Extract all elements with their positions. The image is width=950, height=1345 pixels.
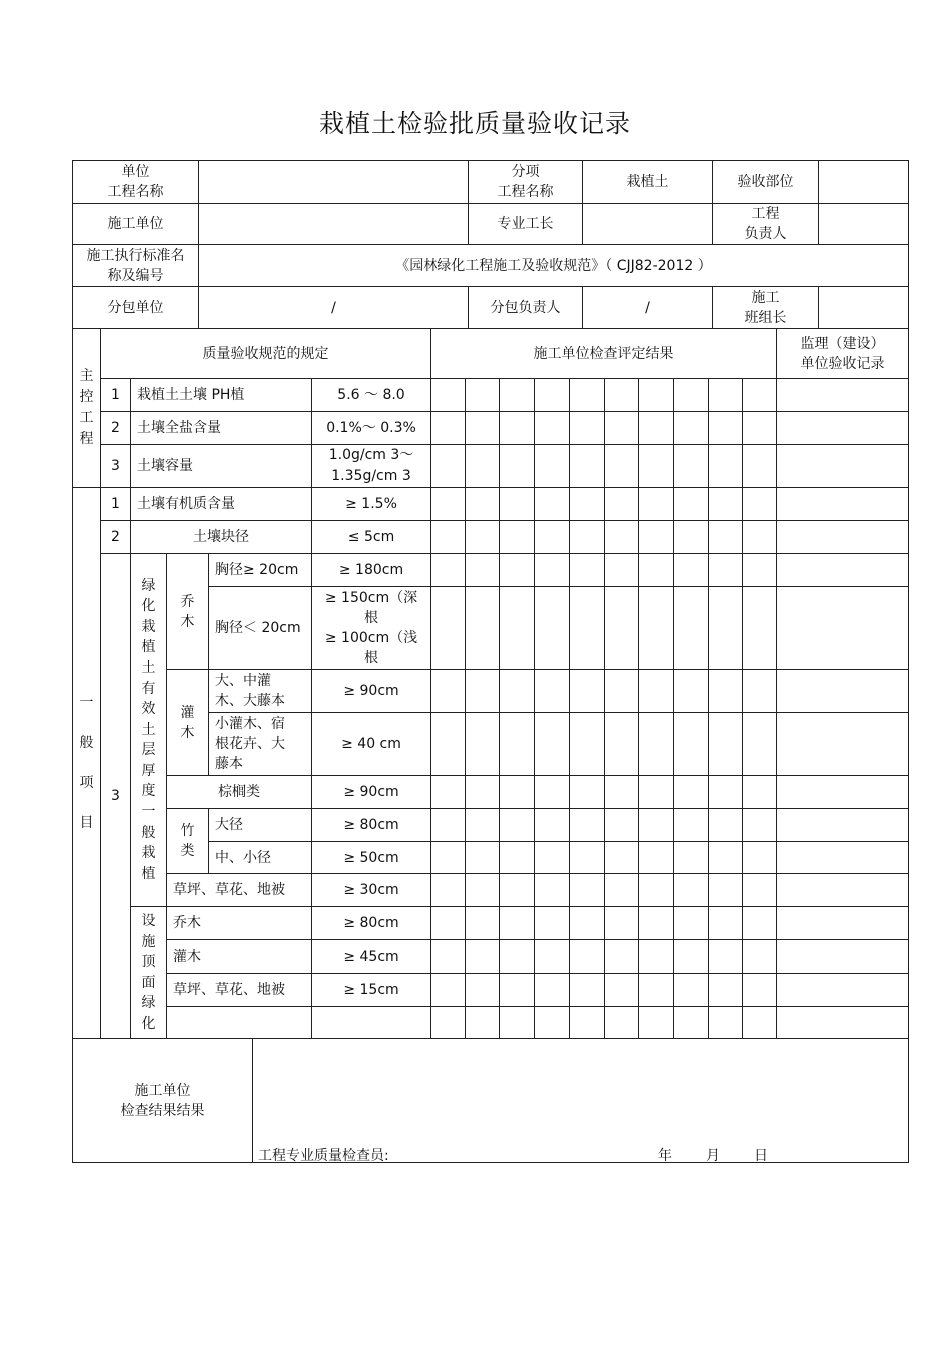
check-box[interactable]: [569, 520, 604, 553]
check-box[interactable]: [534, 906, 569, 939]
check-box[interactable]: [430, 906, 465, 939]
check-box[interactable]: [638, 586, 673, 669]
check-box[interactable]: [742, 973, 776, 1006]
check-box[interactable]: [430, 1006, 465, 1038]
team-leader-value[interactable]: [818, 286, 909, 328]
check-box[interactable]: [465, 841, 499, 873]
check-box[interactable]: [604, 939, 638, 973]
item-name: 土壤块径: [130, 520, 311, 553]
subitem-value: ≥ 80cm: [311, 906, 430, 939]
check-box[interactable]: [499, 411, 534, 444]
check-box[interactable]: [465, 808, 499, 841]
bamboo-label-text: 竹 类: [180, 823, 195, 859]
supervision-record[interactable]: [776, 520, 909, 553]
check-box[interactable]: [569, 586, 604, 669]
shrub-label-text: 灌 木: [180, 704, 195, 741]
check-box[interactable]: [708, 444, 742, 487]
check-box[interactable]: [430, 378, 465, 411]
check-box[interactable]: [742, 873, 776, 906]
check-box[interactable]: [499, 873, 534, 906]
check-box[interactable]: [673, 973, 708, 1006]
check-box[interactable]: [430, 808, 465, 841]
subitem-name: [208, 669, 311, 712]
general-items-label: [72, 487, 100, 1038]
check-box[interactable]: [569, 444, 604, 487]
subitem-value: [311, 586, 430, 669]
year-label: 年: [658, 1148, 672, 1164]
check-box[interactable]: [499, 712, 534, 775]
check-box[interactable]: [604, 669, 638, 712]
item-number: 2: [100, 411, 130, 444]
check-box[interactable]: [742, 775, 776, 808]
check-box[interactable]: [430, 775, 465, 808]
check-box[interactable]: [638, 669, 673, 712]
supervision-record[interactable]: [776, 378, 909, 411]
check-box[interactable]: [430, 553, 465, 586]
check-box[interactable]: [638, 973, 673, 1006]
check-box[interactable]: [534, 444, 569, 487]
check-box[interactable]: [708, 906, 742, 939]
item-value: [311, 444, 430, 487]
check-box[interactable]: [569, 906, 604, 939]
check-box[interactable]: [534, 841, 569, 873]
subcontractor-label: 分包单位: [72, 286, 198, 328]
subitem-name-text: 小灌木、宿 根花卉、大 藤本: [215, 716, 285, 772]
check-box[interactable]: [465, 669, 499, 712]
team-leader-label-text: 施工 班组长: [744, 289, 787, 326]
supervision-record[interactable]: [776, 873, 909, 906]
check-box[interactable]: [742, 586, 776, 669]
subitem-name: 草坪、草花、地被: [166, 873, 311, 906]
check-box[interactable]: [465, 873, 499, 906]
check-box[interactable]: [534, 553, 569, 586]
check-box[interactable]: [638, 808, 673, 841]
check-box[interactable]: [569, 841, 604, 873]
check-box[interactable]: [430, 520, 465, 553]
check-box[interactable]: [673, 444, 708, 487]
check-box[interactable]: [604, 841, 638, 873]
subcontractor-value: /: [198, 286, 468, 328]
check-box[interactable]: [604, 553, 638, 586]
check-box[interactable]: [534, 775, 569, 808]
check-box[interactable]: [499, 444, 534, 487]
check-box[interactable]: [569, 873, 604, 906]
check-box[interactable]: [708, 841, 742, 873]
item-name: 栽植土土壤 PH植: [130, 378, 311, 411]
check-box[interactable]: [569, 939, 604, 973]
check-box[interactable]: [569, 487, 604, 520]
check-box[interactable]: [499, 939, 534, 973]
item-value: ≤ 5cm: [311, 520, 430, 553]
check-box[interactable]: [465, 553, 499, 586]
item-value-text: 5.6 ～ 8.0: [337, 386, 405, 403]
check-box[interactable]: [534, 808, 569, 841]
check-box[interactable]: [604, 487, 638, 520]
check-box[interactable]: [430, 444, 465, 487]
check-box[interactable]: [638, 553, 673, 586]
check-box[interactable]: [430, 487, 465, 520]
supervision-record[interactable]: [776, 973, 909, 1006]
subitem-name: 棕榈类: [166, 775, 311, 808]
supervision-record[interactable]: [776, 939, 909, 973]
check-box[interactable]: [499, 808, 534, 841]
check-box[interactable]: [673, 669, 708, 712]
greening-soil-label: [130, 553, 166, 906]
subitem-value-text: ≥ 180cm: [338, 562, 404, 578]
check-box[interactable]: [742, 669, 776, 712]
check-box[interactable]: [534, 520, 569, 553]
check-box[interactable]: [604, 808, 638, 841]
check-box[interactable]: [673, 553, 708, 586]
check-box[interactable]: [499, 487, 534, 520]
check-box[interactable]: [465, 487, 499, 520]
check-box[interactable]: [604, 586, 638, 669]
unit-project-name-label: [72, 160, 198, 203]
supervision-record[interactable]: [776, 444, 909, 487]
check-box[interactable]: [638, 841, 673, 873]
check-box[interactable]: [465, 939, 499, 973]
check-box[interactable]: [430, 873, 465, 906]
check-box[interactable]: [708, 520, 742, 553]
shrub-label: [166, 669, 208, 775]
check-box[interactable]: [499, 1006, 534, 1038]
check-box[interactable]: [465, 906, 499, 939]
check-box[interactable]: [708, 873, 742, 906]
subitem-value: ≥ 80cm: [311, 808, 430, 841]
check-box[interactable]: [604, 1006, 638, 1038]
check-box[interactable]: [673, 487, 708, 520]
check-box[interactable]: [708, 973, 742, 1006]
check-box[interactable]: [673, 1006, 708, 1038]
check-box[interactable]: [638, 520, 673, 553]
check-box[interactable]: [604, 873, 638, 906]
check-box[interactable]: [604, 712, 638, 775]
check-box[interactable]: [499, 520, 534, 553]
acceptance-part-label: 验收部位: [712, 160, 818, 203]
item-value: [311, 378, 430, 411]
check-box[interactable]: [499, 378, 534, 411]
supervision-record[interactable]: [776, 841, 909, 873]
check-box[interactable]: [673, 873, 708, 906]
check-box[interactable]: [708, 669, 742, 712]
check-box[interactable]: [708, 487, 742, 520]
supervision-label-text: 监理（建设） 单位验收记录: [800, 335, 885, 372]
check-box[interactable]: [742, 1006, 776, 1038]
roof-greening-label-text: 设 施 顶 面 绿 化: [141, 913, 156, 1032]
construction-unit-label: 施工单位: [72, 203, 198, 244]
subitem-name-text: 大、中灌 木、大藤本: [215, 673, 285, 709]
check-box[interactable]: [638, 487, 673, 520]
supervision-record[interactable]: [776, 553, 909, 586]
supervision-record[interactable]: [776, 411, 909, 444]
main-control-label: [72, 328, 100, 487]
check-box[interactable]: [742, 553, 776, 586]
subitem-name: 大径: [208, 808, 311, 841]
check-box[interactable]: [673, 586, 708, 669]
check-box[interactable]: [499, 553, 534, 586]
check-box[interactable]: [534, 378, 569, 411]
check-box[interactable]: [673, 939, 708, 973]
subcontract-leader-value: /: [582, 286, 712, 328]
item-value: [311, 411, 430, 444]
check-box[interactable]: [465, 973, 499, 1006]
check-box[interactable]: [534, 973, 569, 1006]
project-leader-label-text: 工程 负责人: [744, 206, 787, 242]
check-box[interactable]: [499, 906, 534, 939]
check-box[interactable]: [604, 973, 638, 1006]
check-box[interactable]: [708, 378, 742, 411]
subitem-value: ≥ 50cm: [311, 841, 430, 873]
subitem-value: ≥ 90cm: [311, 775, 430, 808]
subitem-value: ≥ 90cm: [311, 669, 430, 712]
check-box[interactable]: [569, 712, 604, 775]
check-box[interactable]: [604, 378, 638, 411]
tree-label: [166, 553, 208, 669]
project-leader-label: [712, 203, 818, 244]
check-box[interactable]: [708, 411, 742, 444]
check-box[interactable]: [638, 712, 673, 775]
check-box[interactable]: [569, 411, 604, 444]
check-box[interactable]: [708, 808, 742, 841]
check-box[interactable]: [569, 1006, 604, 1038]
check-box[interactable]: [534, 411, 569, 444]
check-box[interactable]: [742, 378, 776, 411]
item-name: 土壤容量: [130, 444, 311, 487]
check-box[interactable]: [465, 378, 499, 411]
check-box[interactable]: [534, 712, 569, 775]
check-box[interactable]: [604, 520, 638, 553]
supervision-record[interactable]: [776, 712, 909, 775]
check-box[interactable]: [569, 553, 604, 586]
spec-label: 质量验收规范的规定: [100, 328, 430, 378]
sub-project-name-label-text: 分项 工程名称: [497, 164, 554, 200]
unit-project-name-value[interactable]: [198, 160, 468, 203]
check-box[interactable]: [638, 775, 673, 808]
supervision-record[interactable]: [776, 487, 909, 520]
check-box[interactable]: [465, 1006, 499, 1038]
supervision-record[interactable]: [776, 775, 909, 808]
supervision-record[interactable]: [776, 669, 909, 712]
check-box[interactable]: [569, 378, 604, 411]
check-box[interactable]: [673, 906, 708, 939]
check-box[interactable]: [742, 712, 776, 775]
day-label: 日: [754, 1148, 768, 1164]
item-value-text: 1.0g/cm 3～ 1.35g/cm 3: [328, 447, 414, 484]
check-box[interactable]: [569, 973, 604, 1006]
item-number: 1: [100, 487, 130, 520]
construction-unit-value[interactable]: [198, 203, 468, 244]
check-box[interactable]: [742, 487, 776, 520]
check-box[interactable]: [430, 669, 465, 712]
check-box[interactable]: [569, 669, 604, 712]
check-box[interactable]: [604, 444, 638, 487]
result-label: [72, 1038, 252, 1163]
check-box[interactable]: [708, 1006, 742, 1038]
month-label: 月: [706, 1148, 720, 1164]
sub-project-name-value: 栽植土: [582, 160, 712, 203]
bamboo-label: [166, 808, 208, 873]
item-number: 1: [100, 378, 130, 411]
supervision-record[interactable]: [776, 586, 909, 669]
greening-soil-label-text: 绿 化 栽 植 土 有 效 土 层 厚 度 一 般 栽 植: [141, 577, 156, 882]
item-number: 3: [100, 553, 130, 1038]
check-box[interactable]: [638, 378, 673, 411]
check-box[interactable]: [430, 712, 465, 775]
check-box[interactable]: [742, 444, 776, 487]
subitem-name: 胸径≥ 20cm: [208, 553, 311, 586]
check-box[interactable]: [673, 841, 708, 873]
check-box[interactable]: [534, 939, 569, 973]
check-box[interactable]: [673, 520, 708, 553]
check-box[interactable]: [742, 520, 776, 553]
check-box[interactable]: [569, 808, 604, 841]
check-box[interactable]: [534, 669, 569, 712]
check-box[interactable]: [499, 841, 534, 873]
page-title: 栽植土检验批质量验收记录: [318, 109, 631, 138]
check-box[interactable]: [465, 586, 499, 669]
check-box[interactable]: [604, 906, 638, 939]
supervision-label: [776, 328, 909, 378]
sub-project-name-label: [468, 160, 582, 203]
item-value: ≥ 1.5%: [311, 487, 430, 520]
check-box[interactable]: [673, 411, 708, 444]
subitem-name: 胸径＜ 20cm: [208, 586, 311, 669]
check-box[interactable]: [499, 669, 534, 712]
subitem-name: [166, 1006, 311, 1038]
unit-project-name-label-text: 单位 工程名称: [107, 164, 164, 200]
check-box[interactable]: [430, 586, 465, 669]
check-box[interactable]: [638, 1006, 673, 1038]
check-box[interactable]: [708, 939, 742, 973]
subitem-name: 中、小径: [208, 841, 311, 873]
subitem-name: 乔木: [166, 906, 311, 939]
check-box[interactable]: [673, 378, 708, 411]
check-box[interactable]: [708, 712, 742, 775]
subitem-name: [208, 712, 311, 775]
team-leader-label: [712, 286, 818, 328]
subcontract-leader-label: 分包负责人: [468, 286, 582, 328]
check-box[interactable]: [430, 939, 465, 973]
subitem-value-text: ≥ 150cm（深 根 ≥ 100cm（浅 根: [324, 590, 418, 666]
item-name: 土壤全盐含量: [130, 411, 311, 444]
roof-greening-label: [130, 906, 166, 1038]
result-label-text: 施工单位 检查结果结果: [120, 1082, 205, 1119]
check-box[interactable]: [742, 841, 776, 873]
standard-label: [72, 244, 198, 286]
subitem-value: ≥ 45cm: [311, 939, 430, 973]
check-box[interactable]: [638, 873, 673, 906]
check-box[interactable]: [465, 775, 499, 808]
check-box[interactable]: [465, 712, 499, 775]
main-control-label-text: 主 控 工 程: [79, 368, 94, 447]
check-box[interactable]: [604, 411, 638, 444]
check-box[interactable]: [465, 520, 499, 553]
check-box[interactable]: [534, 1006, 569, 1038]
professional-foreman-value[interactable]: [582, 203, 712, 244]
subitem-name: 草坪、草花、地被: [166, 973, 311, 1006]
check-box[interactable]: [638, 906, 673, 939]
check-box[interactable]: [742, 411, 776, 444]
check-box[interactable]: [638, 444, 673, 487]
check-box[interactable]: [430, 411, 465, 444]
check-box[interactable]: [499, 586, 534, 669]
check-box[interactable]: [569, 775, 604, 808]
professional-foreman-label: 专业工长: [468, 203, 582, 244]
supervision-record[interactable]: [776, 1006, 909, 1038]
check-box[interactable]: [604, 775, 638, 808]
check-box[interactable]: [499, 973, 534, 1006]
tree-label-text: 乔 木: [180, 593, 195, 630]
subitem-name: 灌木: [166, 939, 311, 973]
supervision-record[interactable]: [776, 808, 909, 841]
check-box[interactable]: [638, 939, 673, 973]
check-box[interactable]: [708, 586, 742, 669]
subitem-value: ≥ 15cm: [311, 973, 430, 1006]
check-box[interactable]: [534, 487, 569, 520]
check-box[interactable]: [534, 873, 569, 906]
standard-label-text: 施工执行标准名 称及编号: [86, 247, 185, 284]
check-box[interactable]: [708, 553, 742, 586]
check-box[interactable]: [430, 841, 465, 873]
subitem-value: [311, 1006, 430, 1038]
check-box[interactable]: [638, 411, 673, 444]
check-result-label: 施工单位检查评定结果: [430, 328, 776, 378]
acceptance-part-value[interactable]: [818, 160, 909, 203]
inspector-label: 工程专业质量检查员:: [258, 1148, 389, 1164]
project-leader-value[interactable]: [818, 203, 909, 244]
check-box[interactable]: [465, 411, 499, 444]
check-box[interactable]: [465, 444, 499, 487]
check-box[interactable]: [673, 775, 708, 808]
general-items-label-text: 一 般 项 目: [79, 695, 94, 831]
supervision-record[interactable]: [776, 906, 909, 939]
check-box[interactable]: [673, 808, 708, 841]
check-box[interactable]: [430, 973, 465, 1006]
standard-value: 《园林绿化工程施工及验收规范》（ CJJ82-2012 ）: [198, 244, 909, 286]
subitem-value: ≥ 40 cm: [311, 712, 430, 775]
item-value-text: 0.1%～ 0.3%: [326, 419, 416, 436]
check-box[interactable]: [708, 775, 742, 808]
item-number: 3: [100, 444, 130, 487]
check-box[interactable]: [499, 775, 534, 808]
check-box[interactable]: [742, 808, 776, 841]
check-box[interactable]: [742, 906, 776, 939]
check-box[interactable]: [742, 939, 776, 973]
item-name: 土壤有机质含量: [130, 487, 311, 520]
check-box[interactable]: [673, 712, 708, 775]
subitem-value: ≥ 30cm: [311, 873, 430, 906]
check-box[interactable]: [534, 586, 569, 669]
item-number: 2: [100, 520, 130, 553]
subitem-value: [311, 553, 430, 586]
